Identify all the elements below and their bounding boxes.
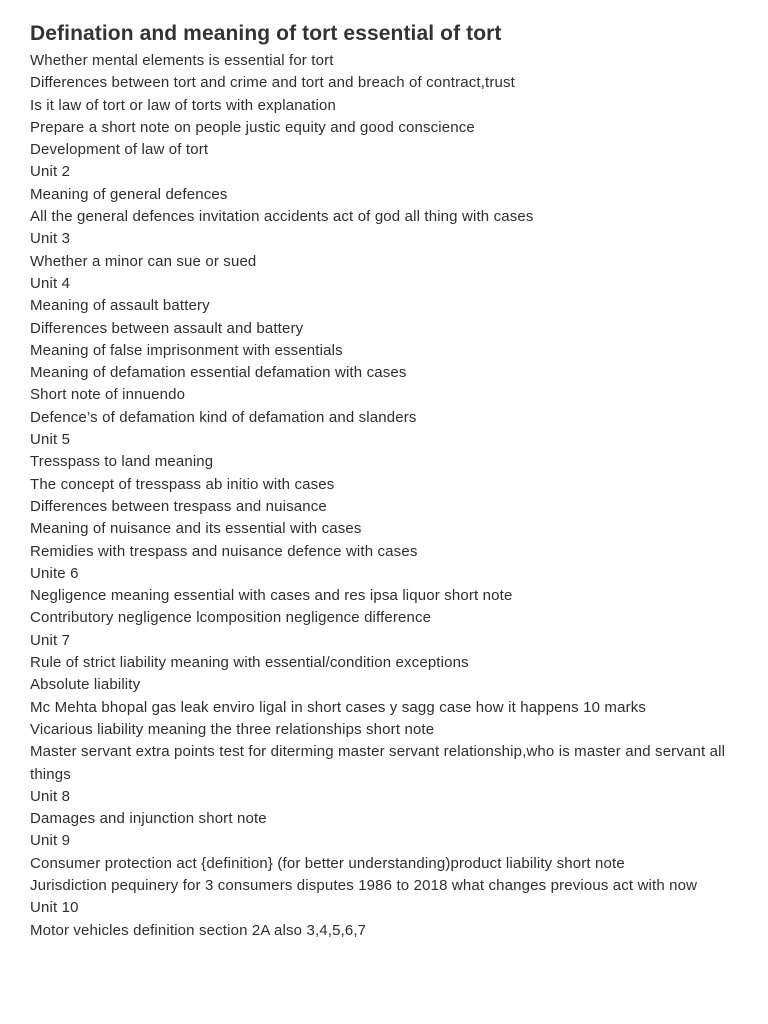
note-line: Short note of innuendo [30,386,186,404]
note-line: Unit 7 [30,631,71,649]
note-line: Whether mental elements is essential for tort [30,52,334,69]
note-line: Unit 4 [30,274,71,292]
note-line: Whether a minor can sue or sued [30,252,257,270]
note-line: Consumer protection act {definition} (for better understanding)product liability short note [30,854,625,872]
note-title: Defination and meaning of tort essential of tort [30,22,502,45]
note-line: Is it law of tort or law of torts with explanation [30,96,336,114]
note-line: Meaning of assault battery [30,297,210,315]
note-line: Unit 3 [30,230,71,248]
note-line: The concept of tresspass ab initio with cases [30,475,335,493]
note-line: Contributory negligence lcomposition negligence difference [30,609,432,627]
note-line: Remidies with trespass and nuisance defence with cases [30,542,418,560]
note-line: Vicarious liability meaning the three relationships short note [30,720,435,738]
note-body[interactable] [30,19,730,942]
note-line: Absolute liability [30,676,141,694]
note-line: Unit 9 [30,832,71,850]
note-lines [30,50,730,942]
note-line: Differences between trespass and nuisance [30,497,327,515]
note-line: Meaning of false imprisonment with essentials [30,341,343,359]
note-line: Unit 5 [30,431,71,449]
note-line: Mc Mehta bhopal gas leak enviro ligal in short cases y sagg case how it happens 10 marks [30,698,647,716]
note-line: Unit 8 [30,787,71,805]
note-line: Unit 10 [30,899,79,917]
note-line: Motor vehicles definition section 2A also 3,4,5,6,7 [30,921,367,939]
note-line: Jurisdiction pequinery for 3 consumers disputes 1986 to 2018 what changes previous act with now [30,876,698,894]
note-line: Unite 6 [30,564,79,582]
note-line: Prepare a short note on people justic equity and good conscience [30,118,475,136]
note-line: Master servant extra points test for diterming master servant relationship,who is master and servant all things [30,743,726,783]
note-line: Tresspass to land meaning [30,453,214,471]
note-line: Meaning of nuisance and its essential with cases [30,520,362,538]
note-line: Negligence meaning essential with cases and res ipsa liquor short note [30,587,513,605]
note-line: Defence’s of defamation kind of defamation and slanders [30,408,417,426]
note-line: Meaning of defamation essential defamation with cases [30,364,407,382]
note-line: Differences between tort and crime and tort and breach of contract,trust [30,74,515,92]
note-line: Unit 2 [30,163,71,181]
note-line: Development of law of tort [30,141,209,159]
note-line: Rule of strict liability meaning with essential/condition exceptions [30,654,469,672]
note-line: Meaning of general defences [30,185,228,203]
note-line: Damages and injunction short note [30,810,267,828]
note-line: All the general defences invitation accidents act of god all thing with cases [30,208,534,226]
note-line: Differences between assault and battery [30,319,304,337]
